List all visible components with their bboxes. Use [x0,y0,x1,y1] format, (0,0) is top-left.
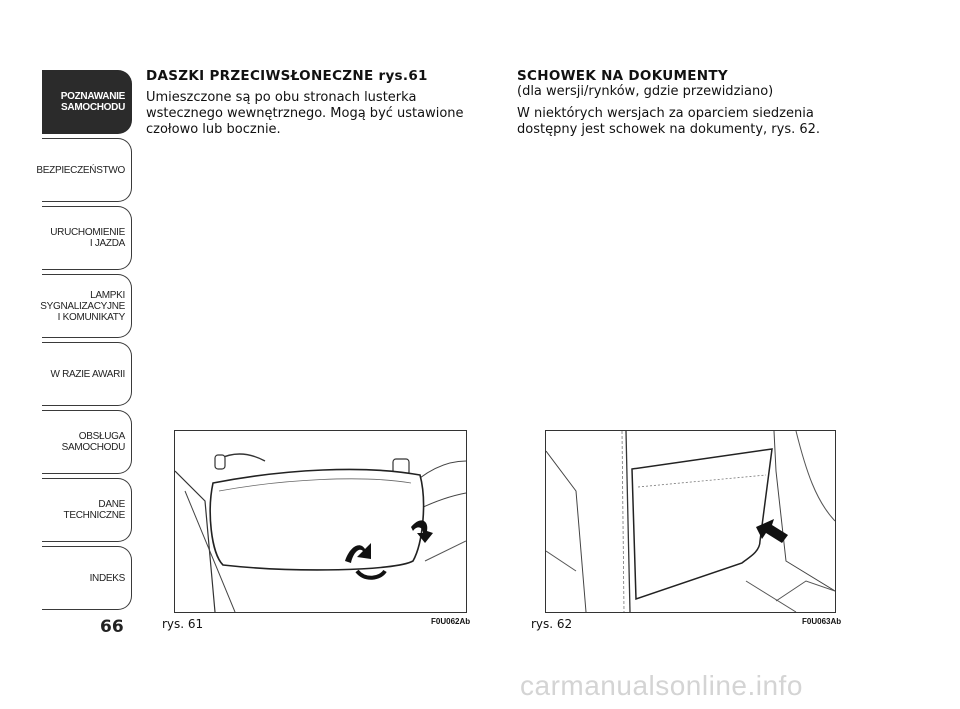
tab-indeks[interactable]: INDEKS [42,546,132,610]
sun-visors-text: Umieszczone są po obu stronach lusterka wstecznego wewnętrznego. Mogą być ustawione czołowo lub bocznie. [146,90,464,137]
sun-visor-illustration [174,430,467,613]
fig62-caption: rys. 62 [531,617,573,631]
document-pocket-text: W niektórych wersjach za oparciem siedzenia dostępny jest schowek na dokumenty, rys. 62. [517,106,821,137]
document-pocket-heading: SCHOWEK NA DOKUMENTY [517,68,728,84]
watermark: carmanualsonline.info [520,670,803,701]
tab-obsluga-samochodu[interactable]: OBSŁUGA SAMOCHODU [42,410,132,474]
fig62-code: F0U063Ab [802,617,842,626]
tab-poznawanie-samochodu[interactable]: POZNAWANIE SAMOCHODU [42,70,132,134]
document-pocket-subheading: (dla wersji/rynków, gdzie przewidziano) [517,84,774,99]
document-pocket-section [517,68,867,138]
fig61-caption: rys. 61 [162,617,204,631]
sun-visors-section [146,68,491,138]
tab-dane-techniczne[interactable]: DANE TECHNICZNE [42,478,132,542]
tab-w-razie-awarii[interactable]: W RAZIE AWARII [42,342,132,406]
fig61-code: F0U062Ab [431,617,471,626]
document-pocket-illustration [545,430,836,613]
tab-uruchomienie-i-jazda[interactable]: URUCHOMIENIE I JAZDA [42,206,132,270]
tab-lampki-sygnalizacyjne[interactable]: LAMPKI SYGNALIZACYJNE I KOMUNIKATY [42,274,132,338]
page-number: 66 [100,617,124,637]
tab-bezpieczenstwo[interactable]: BEZPIECZEŃSTWO [42,138,132,202]
sun-visors-heading: DASZKI PRZECIWSŁONECZNE rys.61 [146,68,428,84]
